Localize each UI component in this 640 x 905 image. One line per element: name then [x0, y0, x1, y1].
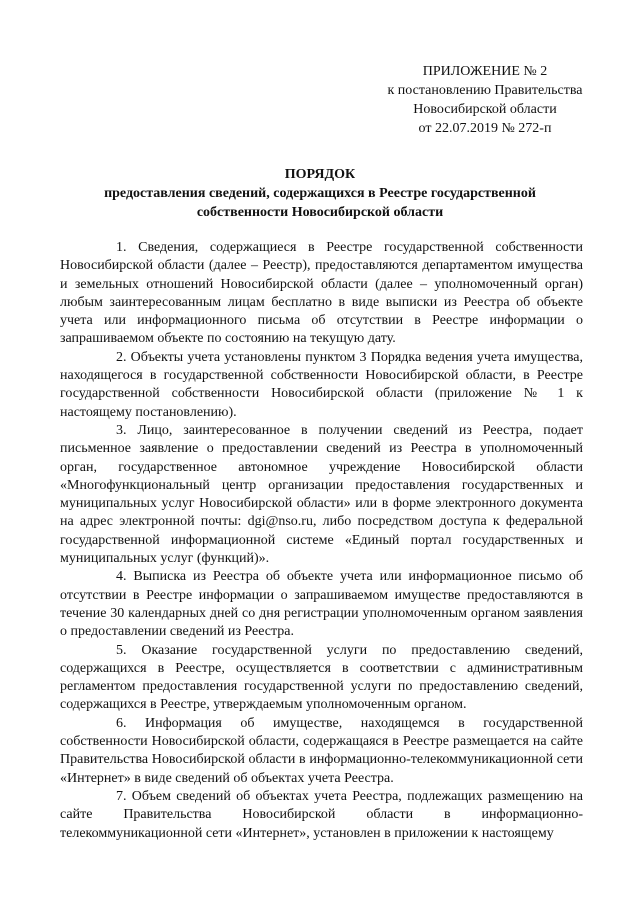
title-heading: ПОРЯДОК	[284, 167, 356, 182]
title-line-1: предоставления сведений, содержащихся в Реестре государственной	[104, 186, 536, 201]
paragraph-3: 3. Лицо, заинтересованное в получении сведений из Реестра, подает письменное заявление о предоставлении сведений из Реестра в уполномоченный орган, государственное автономное учреждение Новосибирской области «Многофункциональный центр организации предоставления государственных и муниципальных услуг Новосибирской области» или в форме электронного документа на адрес электронной почты: dgi@nso.ru, либо посредством доступа к федеральной государственной информационной системе «Единый портал государственных и муниципальных услуг (функций)».	[60, 422, 583, 567]
document-body	[60, 239, 583, 843]
paragraph-7: 7. Объем сведений об объектах учета Реестра, подлежащих размещению на сайте Правительства Новосибирской области в информационно-телекоммуникационной сети «Интернет», установлен в приложении к настоящему	[60, 788, 583, 841]
appendix-region: Новосибирской области	[413, 102, 557, 117]
paragraph-6: 6. Информация об имуществе, находящемся в государственной собственности Новосибирской области, содержащаяся в Реестре размещается на сайте Правительства Новосибирской области в информационно-телекоммуникационной сети «Интернет» в виде сведений об объектах учета Реестра.	[60, 715, 583, 786]
title-line-2: собственности Новосибирской области	[196, 205, 444, 220]
appendix-header	[380, 62, 590, 138]
paragraph-4: 4. Выписка из Реестра об объекте учета или информационное письмо об отсутствии в Реестре информации о запрашиваемом имуществе предоставляются в течение 30 календарных дней со дня регистрации уполномоченным органом заявления о предоставлении сведений из Реестра.	[60, 569, 583, 640]
paragraph-2: 2. Объекты учета установлены пунктом 3 Порядка ведения учета имущества, находящегося в государственной собственности Новосибирской области, в Реестре государственной собственности Новосибирской области (приложение № 1 к настоящему постановлению).	[60, 349, 583, 420]
document-title	[60, 165, 580, 222]
appendix-reference: к постановлению Правительства	[387, 83, 583, 98]
paragraph-1: 1. Сведения, содержащиеся в Реестре государственной собственности Новосибирской области (далее – Реестр), предоставляются департаментом имущества и земельных отношений Новосибирской области (далее – уполномоченный орган) любым заинтересованным лицам бесплатно в виде выписки из Реестра об объекте учета или информационного письма об отсутствии в Реестре информации о запрашиваемом объекте по состоянию на текущую дату.	[60, 240, 583, 347]
paragraph-5: 5. Оказание государственной услуги по предоставлению сведений, содержащихся в Реестре, осуществляется в соответствии с административным регламентом предоставления государственной услуги по предоставлению сведений, содержащихся в Реестре, утверждаемым уполномоченным органом.	[60, 642, 583, 713]
appendix-number: ПРИЛОЖЕНИЕ № 2	[422, 64, 548, 79]
appendix-date: от 22.07.2019 № 272-п	[418, 121, 552, 136]
